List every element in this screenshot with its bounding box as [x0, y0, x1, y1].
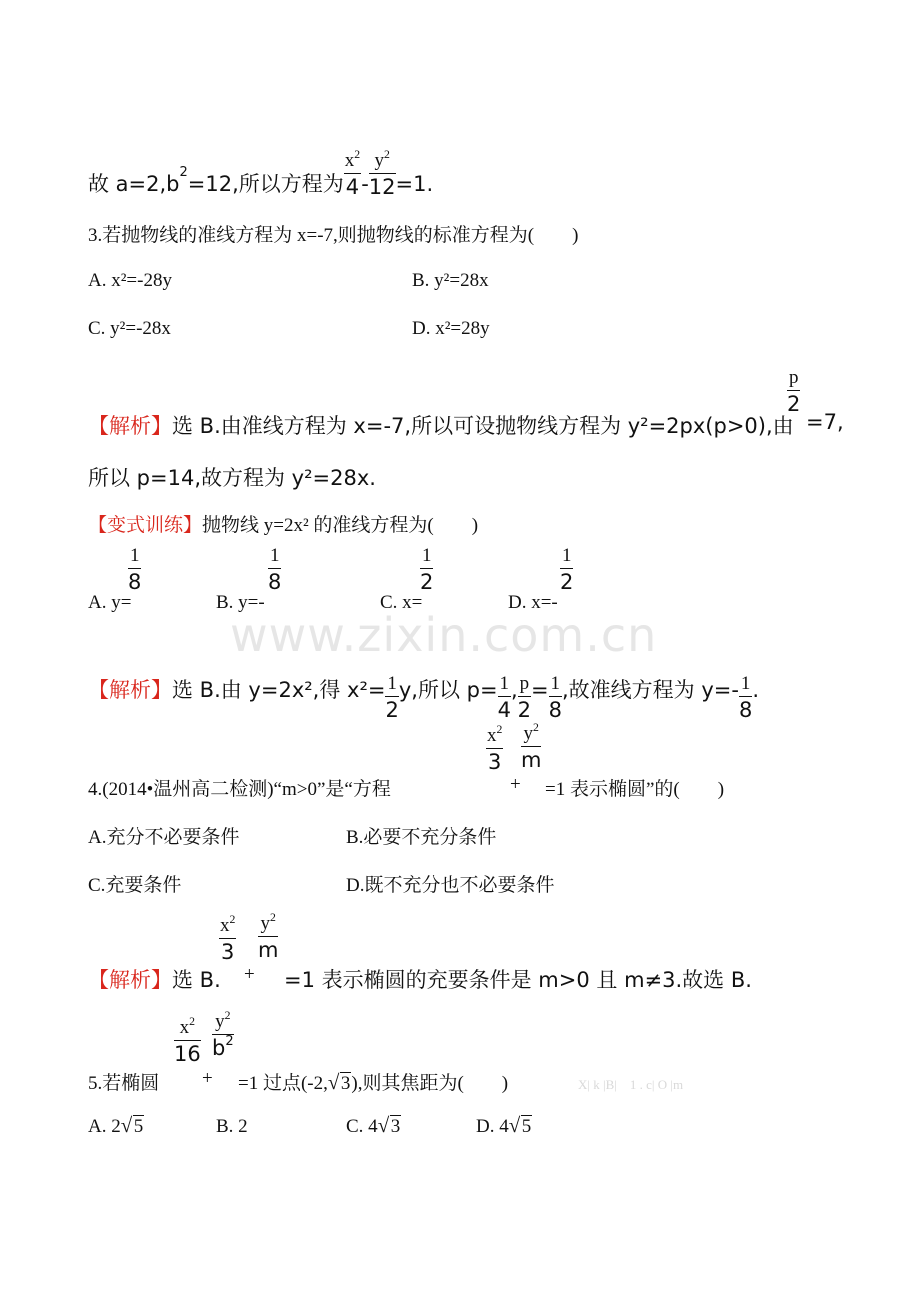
q5-option-d: D. 4 √ 5 [476, 1116, 532, 1138]
q3-option-a: A. x²=-28y [88, 270, 172, 291]
q3-option-d: D. x²=28y [412, 318, 490, 339]
variant-option-a: A. y= [88, 592, 132, 613]
analysis-4: 【解析】选 B. [88, 968, 221, 992]
q5-fraction-x2-over-16: $\frac{x^2}{16}$ [174, 1014, 201, 1066]
q4-option-b: B.必要不充分条件 [346, 827, 497, 848]
question-4: 4.(2014•温州高二检测)“m>0”是“方程 [88, 779, 391, 800]
analysis-3-line-1: 【解析】选 B.由准线方程为 x=-7,所以可设抛物线方程为 y²=2px(p>0),由 [88, 414, 794, 438]
fraction-p-over-2: $\frac{p}{2}$ [787, 367, 801, 416]
analysis-label: 【解析】 [88, 414, 172, 438]
analysis-3-line-2: 所以 p=14,故方程为 y²=28x. [88, 466, 376, 490]
prev-answer-line: 故 $a=2,b^2=12$,所以方程为 $\frac{x^2}{4}$ - $\frac{y^2}{12}$ =1. [88, 147, 434, 199]
variant-option-d: D. x=- [508, 592, 558, 613]
q4-option-d: D.既不充分也不必要条件 [346, 875, 555, 896]
question-5: 5.若椭圆 [88, 1073, 160, 1094]
q5-option-b: B. 2 [216, 1116, 248, 1137]
q4-fraction-x2-over-3: $\frac{x^2}{3}$ [487, 722, 503, 774]
q4-option-a: A.充分不必要条件 [88, 827, 240, 848]
variant-label: 【变式训练】 [88, 515, 203, 536]
watermark: www.zixin.com.cn [230, 608, 658, 662]
analysis-variant: 【解析】选 B.由 y=2x²,得 x²= $\frac{1}{2}$ y,所以 p= $\frac{1}{4}$ , $\frac{p}{2}$ = $\frac{1}{8}$ ,故准线方程为 y=- $\frac{1}{8}$ . [88, 673, 759, 722]
q3-option-b: B. y²=28x [412, 270, 489, 291]
q5-fraction-y2-over-b2: $\frac{y^2}{b^2}$ [212, 1008, 234, 1060]
variant-option-c: C. x= [380, 592, 423, 613]
q5-option-a: A. 2 √ 5 [88, 1116, 144, 1138]
watermark-small: X| k |B| 1 . c| O |m [578, 1077, 684, 1092]
q4-option-c: C.充要条件 [88, 875, 182, 896]
variant-option-b: B. y=- [216, 592, 265, 613]
q4-fraction-y2-over-m: $\frac{y^2}{m}$ [521, 720, 542, 772]
q3-option-c: C. y²=-28x [88, 318, 171, 339]
question-3: 3.若抛物线的准线方程为 x=-7,则抛物线的标准方程为( ) [88, 225, 579, 246]
fraction-y2-over-12: $\frac{y^2}{12}$ [368, 147, 396, 199]
q5-option-c: C. 4 √ 3 [346, 1116, 401, 1138]
fraction-x2-over-4: $\frac{x^2}{4}$ [344, 147, 361, 199]
variant-question: 【变式训练】抛物线 y=2x² 的准线方程为( ) [88, 515, 479, 536]
